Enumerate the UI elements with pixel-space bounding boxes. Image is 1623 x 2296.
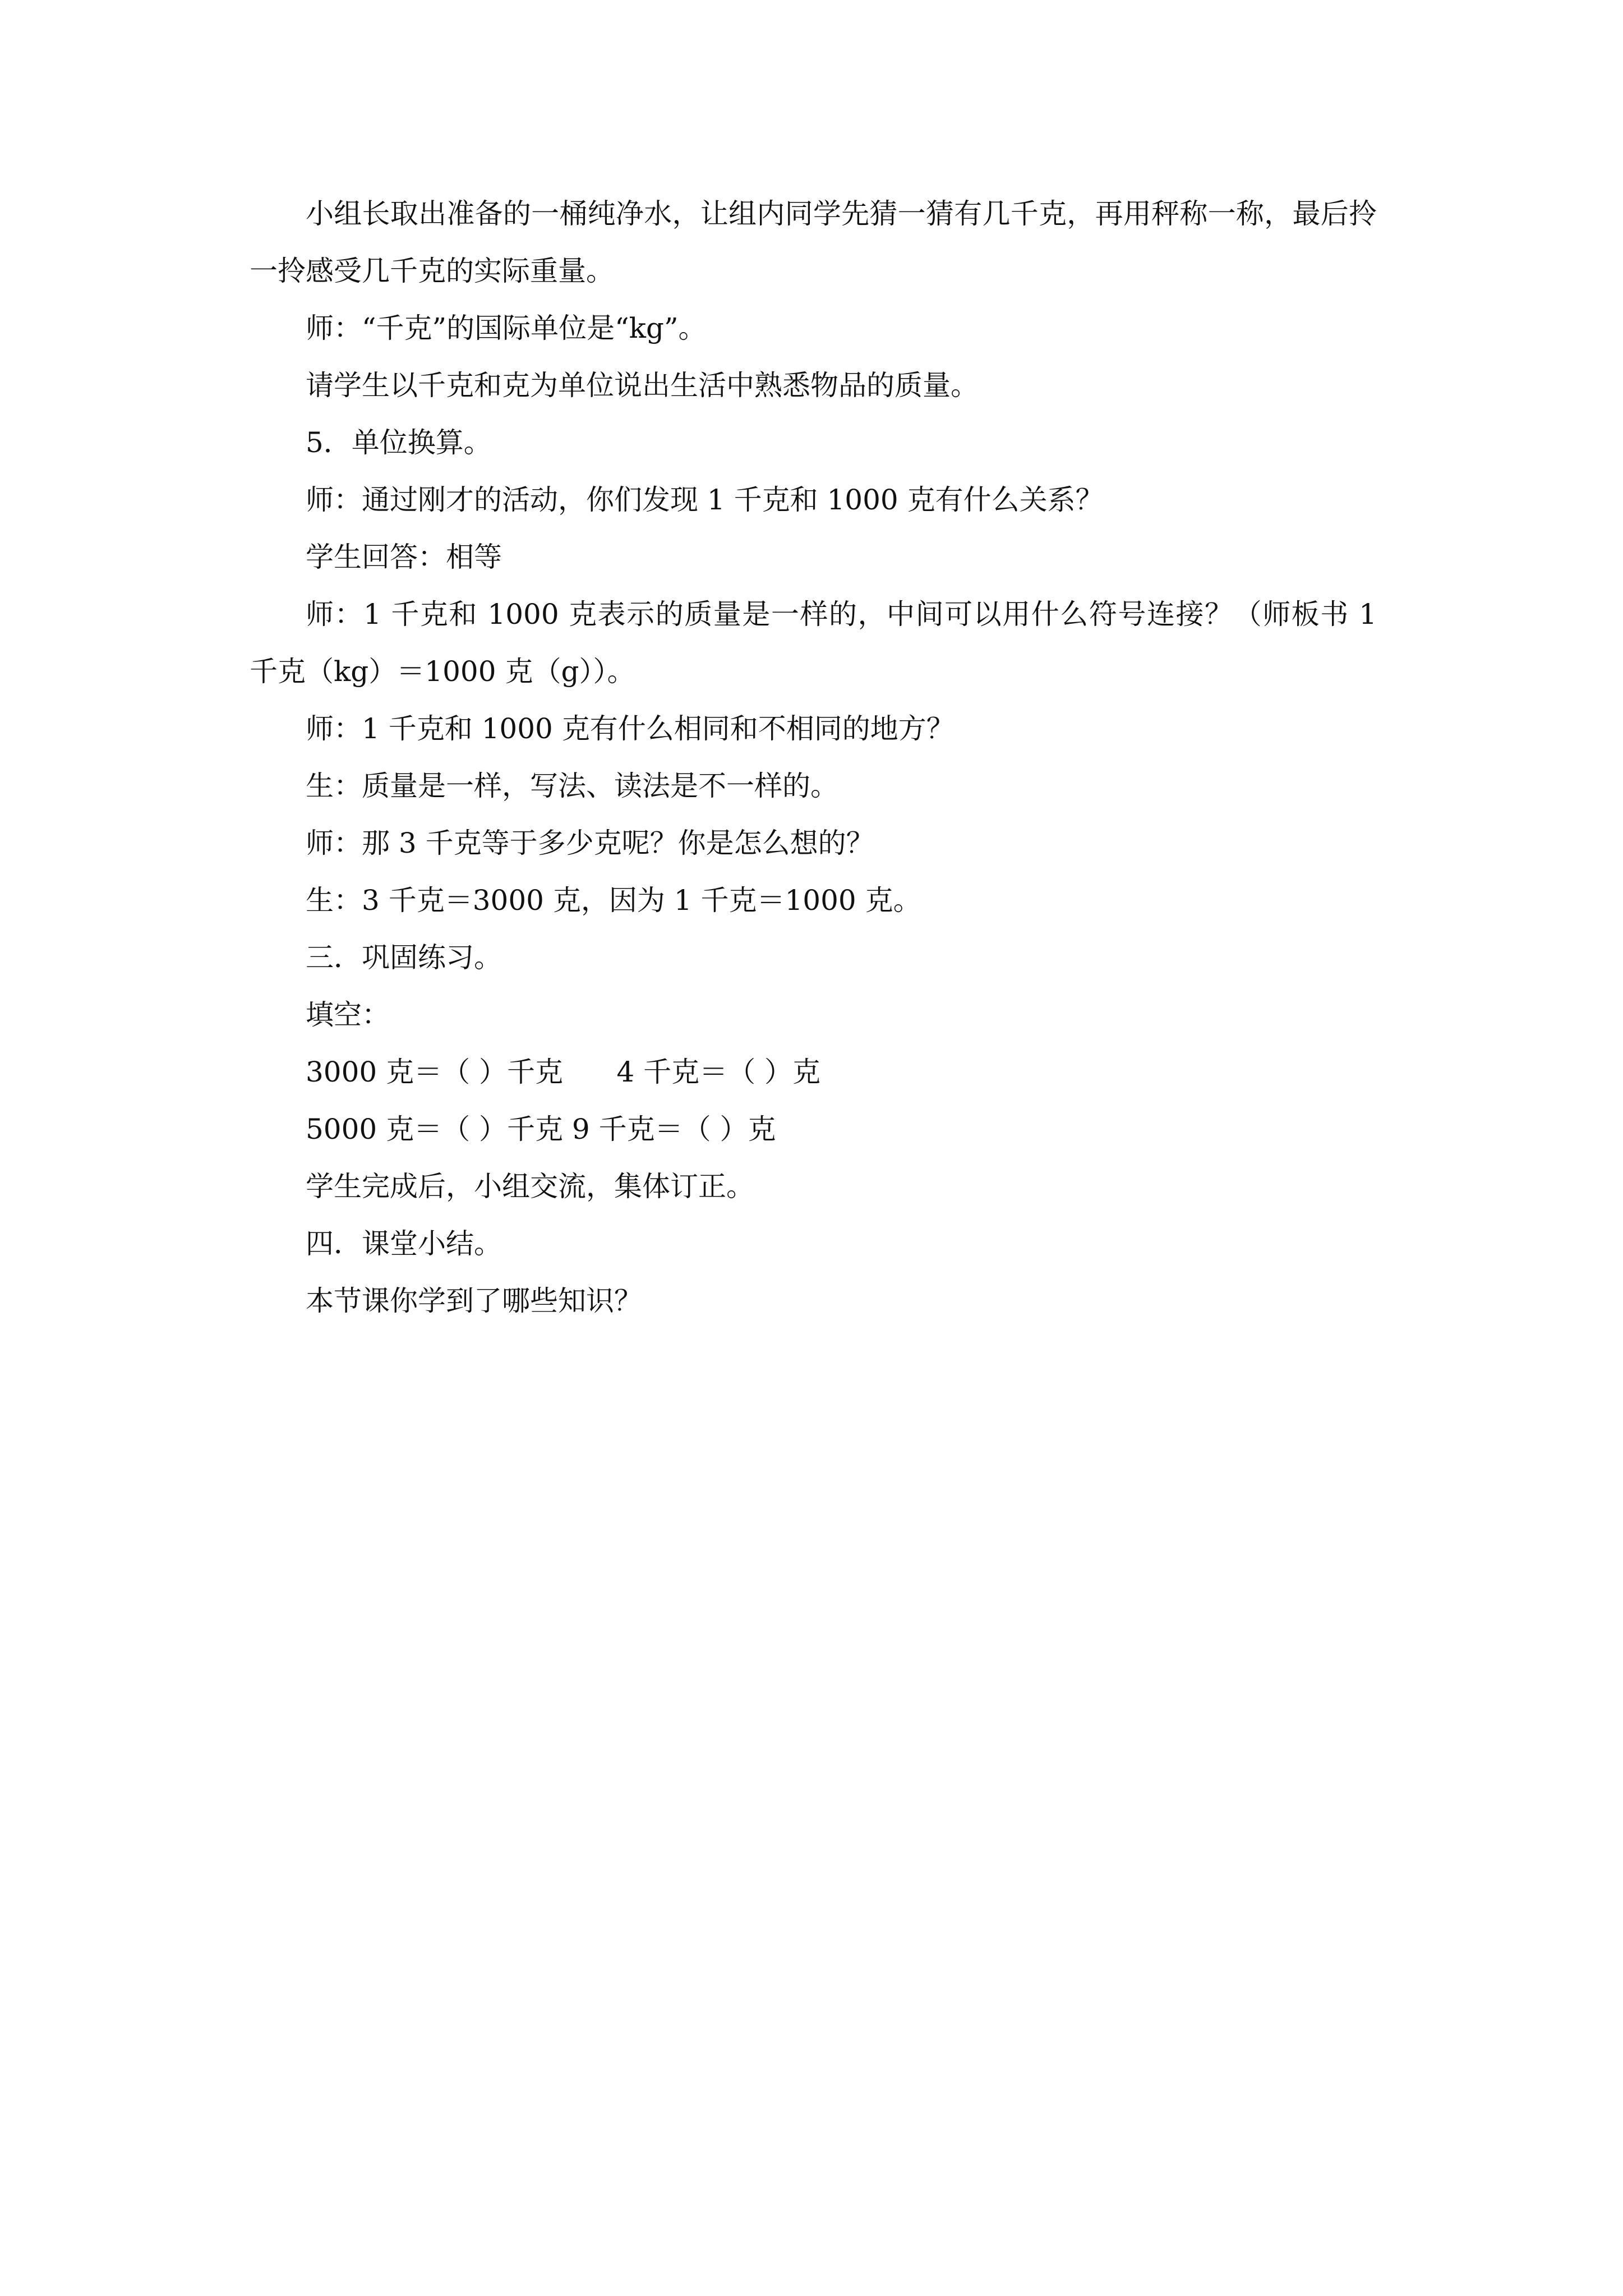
paragraph-water-bucket-activity: 小组长取出准备的一桶纯净水，让组内同学先猜一猜有几千克，再用秤称一称，最后拎一拎感受几千克的实际重量。 <box>250 197 1377 287</box>
paragraph-kg-unit: 师：“千克”的国际单位是“kg”。 <box>306 312 707 344</box>
paragraph-teacher-compare: 师：1 千克和 1000 克有什么相同和不相同的地方？ <box>306 712 955 745</box>
paragraph-student-answer-equal: 学生回答：相等 <box>306 541 502 573</box>
section-heading-unit-conversion: 5．单位换算。 <box>306 426 492 459</box>
exercise-row-2: 5000 克＝（ ）千克 9 千克＝（ ）克 <box>306 1113 776 1145</box>
paragraph-student-compare: 生：质量是一样，写法、读法是不一样的。 <box>306 770 838 802</box>
section-heading-practice: 三．巩固练习。 <box>306 941 502 974</box>
paragraph-group-check: 学生完成后，小组交流，集体订正。 <box>306 1170 754 1203</box>
document-body <box>250 185 1386 1329</box>
paragraph-fill-blank-label: 填空： <box>306 999 390 1031</box>
paragraph-teacher-3kg: 师：那 3 千克等于多少克呢？你是怎么想的？ <box>306 827 874 859</box>
section-heading-summary: 四．课堂小结。 <box>306 1227 502 1260</box>
paragraph-teacher-equation: 师：1 千克和 1000 克表示的质量是一样的，中间可以用什么符号连接？（师板书 1 千克（kg）＝1000 克（g））。 <box>250 598 1386 688</box>
paragraph-summary-question: 本节课你学到了哪些知识？ <box>306 1285 642 1317</box>
paragraph-student-examples: 请学生以千克和克为单位说出生活中熟悉物品的质量。 <box>306 369 979 402</box>
paragraph-teacher-question-relation: 师：通过刚才的活动，你们发现 1 千克和 1000 克有什么关系？ <box>306 484 1104 516</box>
paragraph-student-3kg: 生：3 千克＝3000 克，因为 1 千克＝1000 克。 <box>306 884 921 917</box>
exercise-row-1: 3000 克＝（ ）千克 4 千克＝（ ）克 <box>306 1056 820 1088</box>
